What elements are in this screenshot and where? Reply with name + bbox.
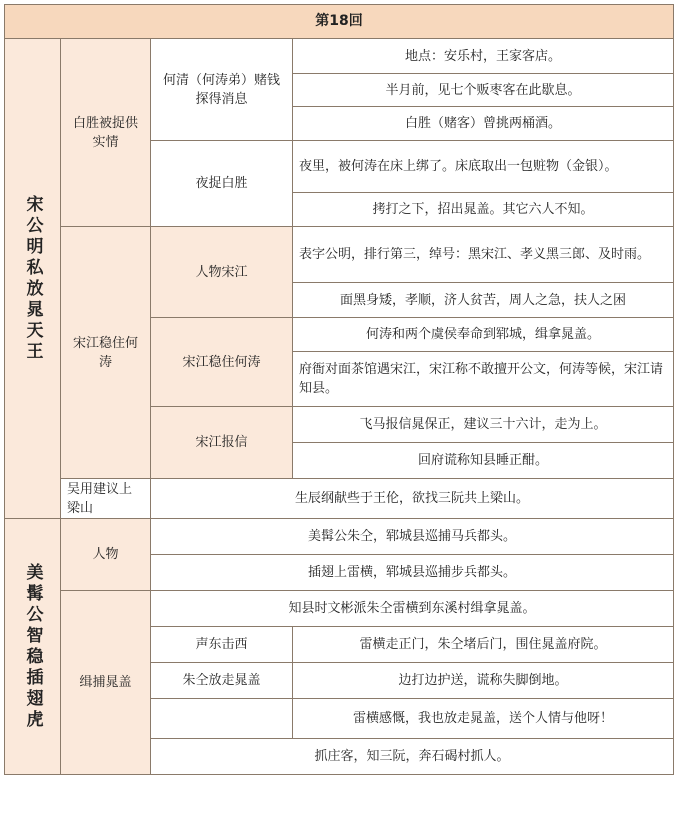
group-label: 白胜被捉供实情 [61, 39, 151, 227]
detail-cell: 面黑身矮，孝顺，济人贫苦，周人之急，扶人之困 [293, 283, 674, 318]
group-label: 人物 [61, 519, 151, 591]
detail-cell: 半月前，见七个贩枣客在此歇息。 [293, 74, 674, 107]
detail-cell: 插翅上雷横，郓城县巡捕步兵都头。 [151, 555, 674, 591]
section-label [5, 39, 61, 519]
detail-cell: 表字公明，排行第三，绰号：黑宋江、孝义黑三郎、及时雨。 [293, 227, 674, 283]
group-label: 宋江稳住何涛 [61, 227, 151, 479]
detail-cell: 边打边护送，谎称失脚倒地。 [293, 663, 674, 699]
group-label: 缉捕晁盖 [61, 591, 151, 775]
item-label: 宋江报信 [151, 407, 293, 479]
detail-cell: 何涛和两个虞侯奉命到郓城，缉拿晁盖。 [293, 318, 674, 352]
item-label [151, 699, 293, 739]
detail-cell: 府衙对面茶馆遇宋江，宋江称不敢擅开公文，何涛等候，宋江请知县。 [293, 352, 674, 407]
item-label: 声东击西 [151, 627, 293, 663]
detail-cell: 地点：安乐村，王家客店。 [293, 39, 674, 74]
detail-cell: 飞马报信晁保正，建议三十六计，走为上。 [293, 407, 674, 443]
item-label: 人物宋江 [151, 227, 293, 318]
detail-cell: 美髯公朱仝，郓城县巡捕马兵都头。 [151, 519, 674, 555]
item-label: 何清（何涛弟）赌钱探得消息 [151, 39, 293, 141]
group-label: 吴用建议上梁山 [61, 479, 151, 519]
item-label: 宋江稳住何涛 [151, 318, 293, 407]
detail-cell: 夜里，被何涛在床上绑了。床底取出一包赃物（金银）。 [293, 141, 674, 193]
detail-cell: 抓庄客，知三阮，奔石碣村抓人。 [151, 739, 674, 775]
section-label [5, 519, 61, 775]
detail-cell: 回府谎称知县睡正酣。 [293, 443, 674, 479]
item-label: 朱仝放走晁盖 [151, 663, 293, 699]
detail-cell: 白胜（赌客）曾挑两桶酒。 [293, 107, 674, 141]
section-2-label: 美髯公智稳插翅虎 [22, 562, 43, 731]
item-label: 夜捉白胜 [151, 141, 293, 227]
detail-cell: 雷横走正门，朱仝堵后门，围住晁盖府院。 [293, 627, 674, 663]
detail-cell: 雷横感慨，我也放走晁盖，送个人情与他呀！ [293, 699, 674, 739]
section-1-label: 宋公明私放晁天王 [22, 194, 43, 363]
chapter-outline-table [4, 4, 674, 775]
detail-cell: 拷打之下，招出晁盖。其它六人不知。 [293, 193, 674, 227]
detail-cell: 生辰纲献些于王伦，欲找三阮共上梁山。 [151, 479, 674, 519]
chapter-title: 第18回 [5, 5, 674, 39]
detail-cell: 知县时文彬派朱仝雷横到东溪村缉拿晁盖。 [151, 591, 674, 627]
